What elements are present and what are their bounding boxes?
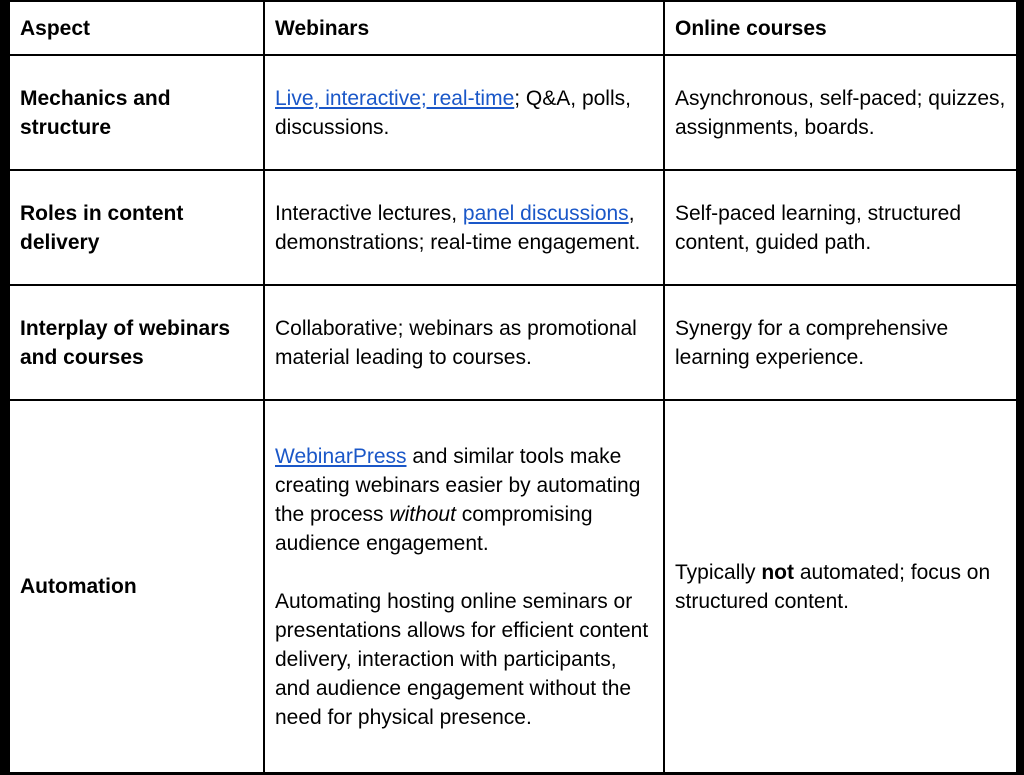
aspect-cell: Automation (9, 400, 264, 773)
strong-text: not (761, 560, 795, 584)
webinars-cell (264, 400, 664, 773)
aspect-cell: Interplay of webinars and courses (9, 285, 264, 400)
courses-cell: Self-paced learning, structured content, guided path. (664, 170, 1017, 285)
webinars-cell (264, 55, 664, 170)
courses-cell: Synergy for a comprehensive learning experience. (664, 285, 1017, 400)
emphasis-text: without (389, 502, 456, 526)
cell-text: ; Q&A, polls, discussions. (275, 86, 631, 139)
paragraph: Automating hosting online seminars or presentations allows for efficient content delivery, interaction with participants, and audience engagement without the need for physical presence. (275, 589, 649, 729)
header-row (9, 1, 1017, 55)
courses-cell (664, 400, 1017, 773)
courses-cell: Asynchronous, self-paced; quizzes, assignments, boards. (664, 55, 1017, 170)
header-aspect: Aspect (9, 1, 264, 55)
cell-text: and similar tools make creating webinars easier by automating the process (275, 444, 641, 526)
webinarpress-link[interactable]: WebinarPress (275, 444, 407, 468)
cell-text: , demonstrations; real-time engagement. (275, 201, 641, 254)
aspect-cell: Roles in content delivery (9, 170, 264, 285)
paragraph (275, 442, 653, 558)
live-interactive-link[interactable]: Live, interactive; real-time (275, 86, 515, 110)
comparison-table (8, 0, 1018, 774)
webinars-cell: Collaborative; webinars as promotional material leading to courses. (264, 285, 664, 400)
cell-text: Typically (675, 560, 762, 584)
panel-discussions-link[interactable]: panel discussions (462, 201, 629, 225)
webinars-cell (264, 170, 664, 285)
header-online-courses: Online courses (664, 1, 1017, 55)
cell-text: Interactive lectures, (275, 201, 463, 225)
cell-text: automated; focus on structured content. (675, 560, 991, 613)
aspect-cell: Mechanics and structure (9, 55, 264, 170)
table-row (9, 55, 1017, 170)
table-row (9, 285, 1017, 400)
cell-text: compromising audience engagement. (275, 502, 593, 555)
header-webinars: Webinars (264, 1, 664, 55)
table-row (9, 170, 1017, 285)
table-row (9, 400, 1017, 773)
